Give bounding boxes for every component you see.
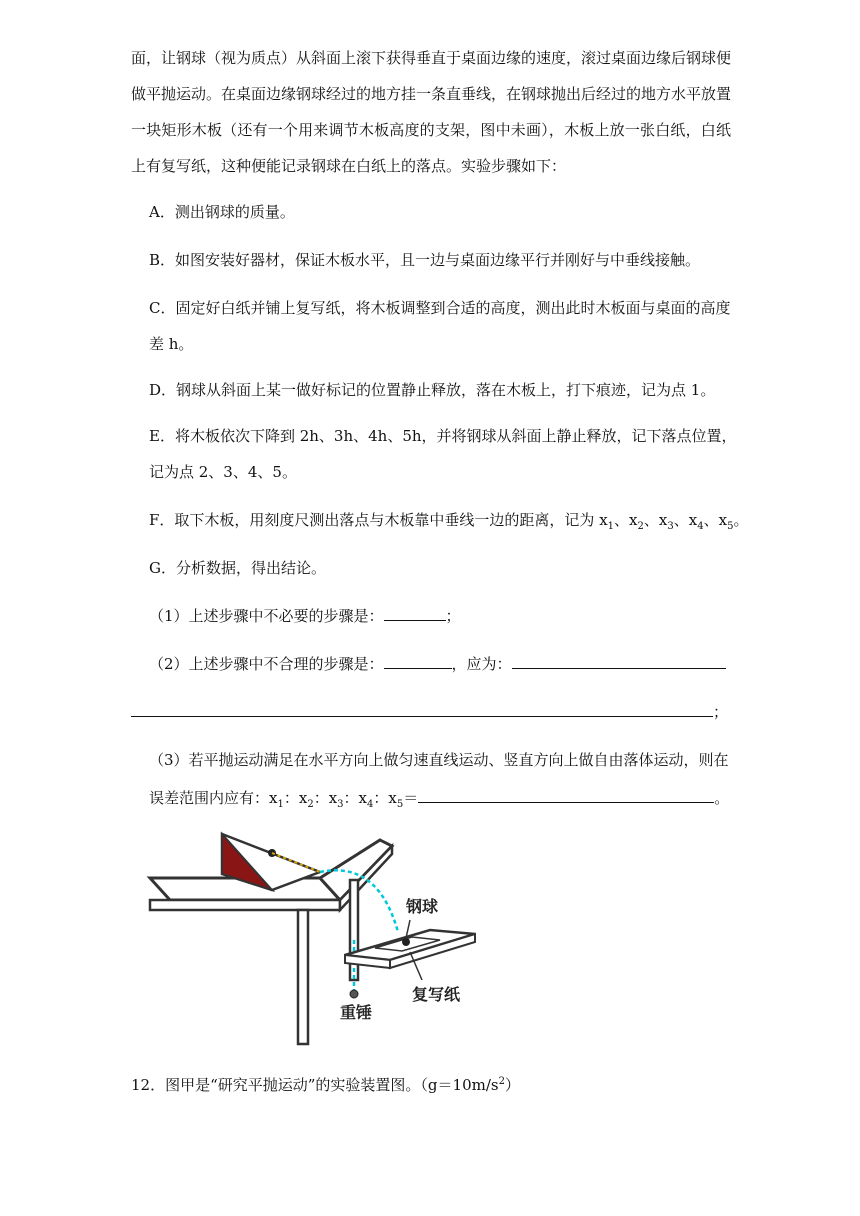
label-heavy-weight: 重锤 <box>340 1003 373 1022</box>
subscript: 1 <box>607 521 615 532</box>
question-3-line1: （3）若平抛运动满足在水平方向上做匀速直线运动、竖直方向上做自由落体运动，则在 <box>149 751 729 769</box>
label-steel-ball: 钢球 <box>406 897 439 916</box>
step-e-line1: E．将木板依次下降到 2h、3h、4h、5h，并将钢球从斜面上静止释放，记下落点位置， <box>149 427 737 445</box>
question-3-line2: 误差范围内应有：$x_1$：$x_2$：$x_3$：$x_4$：$x_5=$ 。 <box>149 789 730 810</box>
question-1 <box>149 604 461 628</box>
answer-blank-3[interactable] <box>418 788 714 803</box>
var-x: x <box>629 511 638 529</box>
answer-blank-2c[interactable] <box>131 702 713 717</box>
next-question <box>131 1070 520 1097</box>
separator: 、 <box>643 511 659 529</box>
separator: 、 <box>673 511 689 529</box>
subscript: 4 <box>697 521 704 532</box>
table-edge <box>150 900 340 910</box>
apparatus-figure <box>140 820 490 1050</box>
subscript: 3 <box>667 521 674 532</box>
question-1-prompt: （1）上述步骤中不必要的步骤是： <box>149 607 384 625</box>
step-f <box>149 508 748 539</box>
step-d: D．钢球从斜面上某一做好标记的位置静止释放，落在木板上，打下痕迹，记为点 1。 <box>149 381 716 399</box>
separator: 。 <box>733 511 749 529</box>
step-f-text: F．取下木板，用刻度尺测出落点与木板靠中垂线一边的距离，记为 <box>149 511 600 529</box>
step-g: G．分析数据，得出结论。 <box>149 559 326 577</box>
intro-paragraph: 面，让钢球（视为质点）从斜面上滚下获得垂直于桌面边缘的速度，滚过桌面边缘后钢球便做平抛运动。在桌面边缘钢球经过的地方挂一条直垂线，在钢球抛出后经过的地方水平放置一块矩形木板（还有一个用来调节木板高度的支架，图中未画），木板上放一张白纸，白纸上有复写纸，这种便能记录钢球在白纸上的落点。实验步骤如下： <box>131 49 732 175</box>
answer-blank-2b[interactable] <box>512 654 726 669</box>
question-2-end: ； <box>713 703 729 721</box>
step-c-line2: 差 h。 <box>149 335 194 353</box>
answer-blank-2a[interactable] <box>384 654 452 669</box>
question-2-mid: ，应为： <box>451 655 512 673</box>
step-c-line1: C．固定好白纸并铺上复写纸，将木板调整到合适的高度，测出此时木板面与桌面的高度 <box>149 299 731 317</box>
subscript: 5 <box>727 521 734 532</box>
next-question-close: ） <box>504 1076 520 1094</box>
step-a: A．测出钢球的质量。 <box>149 203 295 221</box>
var-x: x <box>688 511 698 529</box>
step-e-line2: 记为点 2、3、4、5。 <box>149 463 297 481</box>
step-b: B．如图安装好器材，保证木板水平，且一边与桌面边缘平行并刚好与中垂线接触。 <box>149 251 701 269</box>
question-2-continuation <box>131 700 728 724</box>
question-1-suffix: ； <box>445 607 461 625</box>
separator: 、 <box>703 511 719 529</box>
table-leg-front <box>298 910 308 1044</box>
var-x: x <box>658 511 668 529</box>
separator: 、 <box>614 511 630 529</box>
question-2 <box>149 652 726 676</box>
plumb-weight <box>350 990 358 998</box>
answer-blank-1[interactable] <box>384 606 446 621</box>
subscript: 2 <box>637 521 644 532</box>
var-x: x <box>599 511 608 529</box>
question-3-prompt: 误差范围内应有：x <box>149 789 278 807</box>
question-2-prompt: （2）上述步骤中不合理的步骤是： <box>149 655 384 673</box>
landing-ball <box>402 938 410 946</box>
label-carbon-paper: 复写纸 <box>412 985 461 1004</box>
var-x: x <box>718 511 728 529</box>
next-question-sup: 2 <box>498 1076 505 1087</box>
question-3-suffix: 。 <box>714 789 730 807</box>
next-question-text: 12．图甲是“研究平抛运动”的实验装置图。（g＝10m/s <box>131 1076 499 1094</box>
